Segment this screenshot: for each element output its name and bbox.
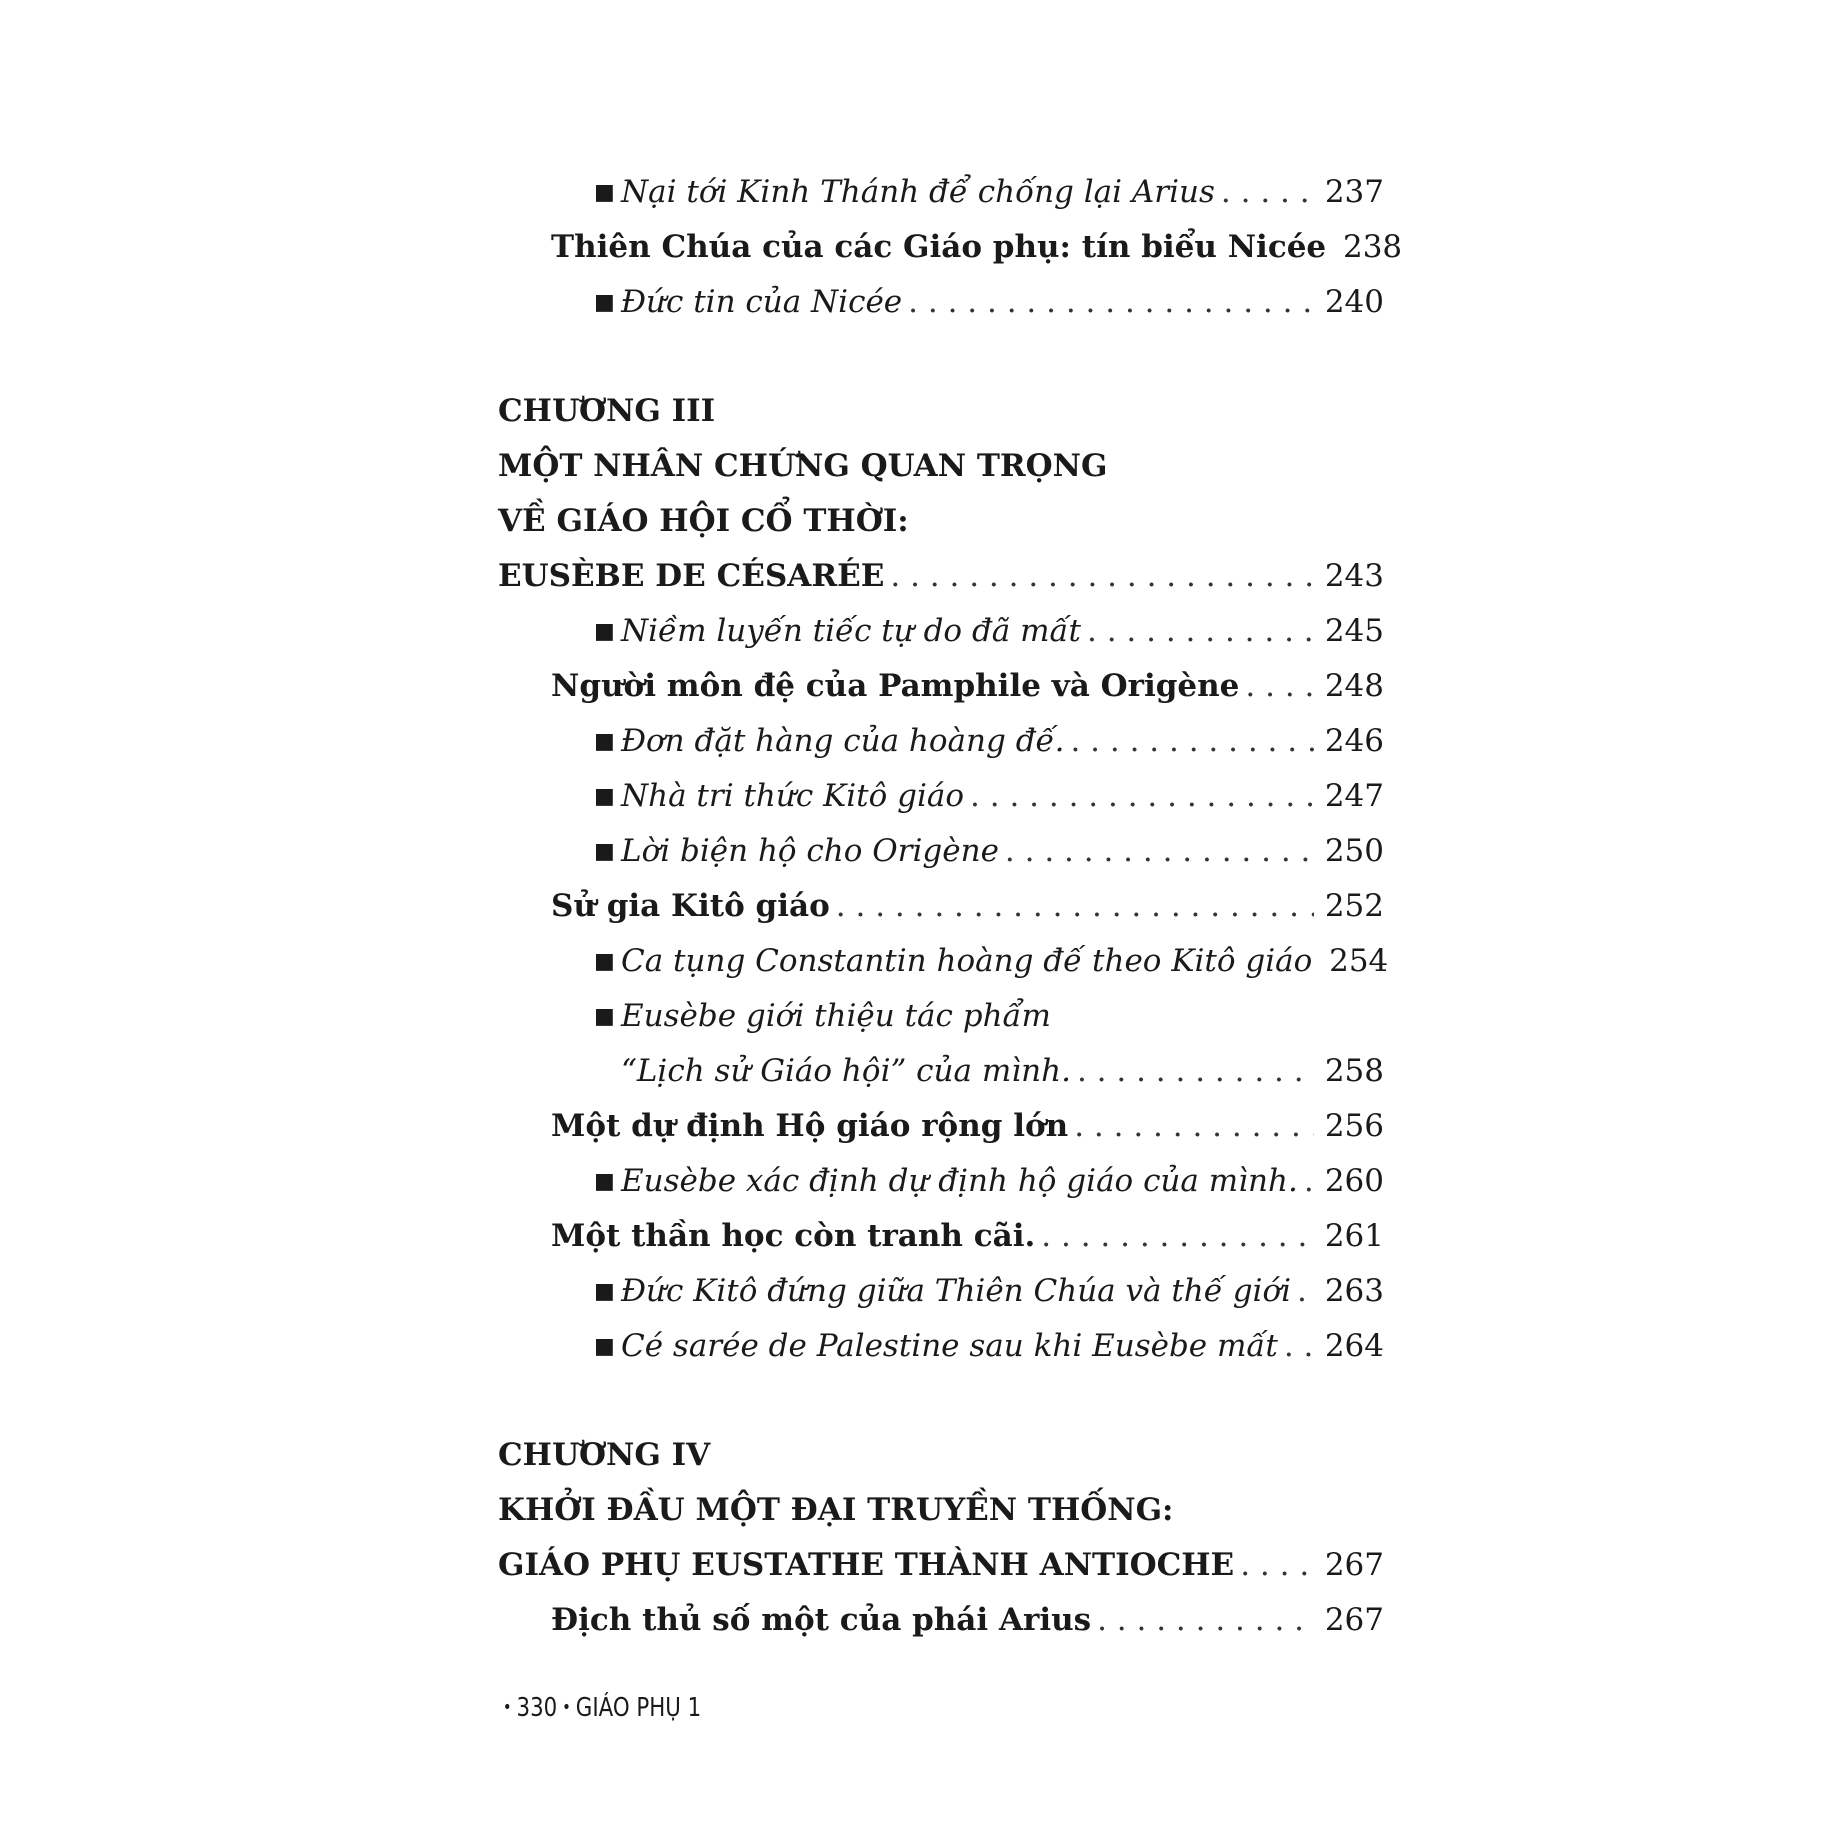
dot-leader [1087, 604, 1314, 659]
bullet-icon: ■ [594, 839, 615, 864]
dot-leader [1304, 1154, 1314, 1209]
dot-leader [1297, 1264, 1314, 1319]
dot-leader [1240, 1538, 1314, 1593]
entry-page: 256 [1324, 1108, 1384, 1144]
entry-title: Sử gia Kitô giáo [551, 888, 830, 924]
toc-entry [498, 659, 1384, 714]
bullet-icon: ■ [594, 1004, 615, 1029]
entry-title: Nhà tri thức Kitô giáo [621, 778, 965, 814]
toc-entry [498, 1154, 1384, 1209]
toc-entry [498, 934, 1389, 989]
entry-title: Người môn đệ của Pamphile và Origène [551, 668, 1240, 704]
entry-page: 263 [1324, 1273, 1384, 1309]
entry-title: Đức Kitô đứng giữa Thiên Chúa và thế giới [621, 1273, 1292, 1309]
bullet-icon: ■ [594, 290, 615, 315]
dot-leader [1070, 714, 1314, 769]
entry-title: Lời biện hộ cho Origène [621, 833, 999, 869]
chapter-label: CHƯƠNG III [498, 393, 716, 429]
chapter-title-line: KHỞI ĐẦU MỘT ĐẠI TRUYỀN THỐNG: [498, 1492, 1174, 1528]
footer-bullet: • [562, 1697, 571, 1718]
dot-leader [1284, 1319, 1314, 1374]
chapter-title-line: EUSÈBE DE CÉSARÉE [498, 558, 885, 594]
toc-entry [498, 714, 1384, 769]
bullet-icon: ■ [594, 949, 615, 974]
dot-leader [908, 275, 1314, 330]
entry-page: 267 [1324, 1547, 1384, 1583]
entry-title: Một thần học còn tranh cãi. [551, 1218, 1036, 1254]
entry-page: 238 [1342, 229, 1403, 265]
toc-entry [498, 220, 1403, 275]
entry-title-line1: Eusèbe giới thiệu tác phẩm [621, 998, 1051, 1034]
entry-page: 248 [1324, 668, 1384, 704]
entry-page: 237 [1324, 174, 1384, 210]
dot-leader [1041, 1209, 1314, 1264]
entry-page: 246 [1324, 723, 1384, 759]
dot-leader [1245, 659, 1314, 714]
entry-page: 252 [1324, 888, 1384, 924]
toc-entry [498, 275, 1384, 330]
toc-entry [498, 165, 1384, 220]
entry-title-line2: “Lịch sử Giáo hội” của mình. [621, 1053, 1071, 1089]
entry-title: Thiên Chúa của các Giáo phụ: tín biểu Nicée [551, 229, 1327, 265]
bullet-icon: ■ [594, 619, 615, 644]
toc-entry [498, 824, 1384, 879]
toc-entry [498, 879, 1384, 934]
dot-leader [1077, 1044, 1314, 1099]
entry-page: 243 [1324, 558, 1384, 594]
dot-leader [1097, 1593, 1314, 1648]
bullet-icon: ■ [594, 784, 615, 809]
entry-title: Đơn đặt hàng của hoàng đế. [621, 723, 1065, 759]
footer-bullet: • [502, 1697, 512, 1718]
chapter-label: CHƯƠNG IV [498, 1437, 711, 1473]
toc-entry [498, 549, 1384, 604]
toc-entry [498, 1209, 1384, 1264]
entry-title: Một dự định Hộ giáo rộng lớn [551, 1108, 1069, 1144]
dot-leader [970, 769, 1314, 824]
entry-title: Địch thủ số một của phái Arius [551, 1602, 1092, 1638]
chapter-title-line: VỀ GIÁO HỘI CỔ THỜI: [498, 503, 909, 539]
footer-page-number: 330 [516, 1693, 558, 1723]
toc-entry [498, 1319, 1384, 1374]
bullet-icon: ■ [594, 729, 615, 754]
page-footer [498, 1693, 701, 1723]
dot-leader [1221, 165, 1314, 220]
dot-leader [890, 549, 1314, 604]
entry-page: 260 [1324, 1163, 1384, 1199]
toc-entry [498, 604, 1384, 659]
footer-book-title: GIÁO PHỤ 1 [575, 1693, 702, 1723]
toc-entry [498, 1099, 1384, 1154]
entry-title: Cé sarée de Palestine sau khi Eusèbe mất [621, 1328, 1278, 1364]
entry-page: 250 [1324, 833, 1384, 869]
entry-title: Niềm luyến tiếc tự do đã mất [621, 613, 1081, 649]
bullet-icon: ■ [594, 180, 615, 205]
bullet-icon: ■ [594, 1334, 615, 1359]
toc-entry [498, 769, 1384, 824]
entry-page: 258 [1324, 1053, 1384, 1089]
entry-page: 240 [1324, 284, 1384, 320]
entry-title: Ca tụng Constantin hoàng đế theo Kitô giáo [621, 943, 1313, 979]
entry-page: 245 [1324, 613, 1384, 649]
toc-entry [498, 1538, 1384, 1593]
entry-page: 247 [1324, 778, 1384, 814]
table-of-contents [498, 165, 1403, 1648]
entry-title: Nại tới Kinh Thánh để chống lại Arius [621, 174, 1215, 210]
toc-entry [498, 1264, 1384, 1319]
entry-page: 267 [1324, 1602, 1384, 1638]
chapter-title-line: MỘT NHÂN CHỨNG QUAN TRỌNG [498, 448, 1108, 484]
entry-page: 264 [1324, 1328, 1384, 1364]
toc-entry [498, 1044, 1384, 1099]
bullet-icon: ■ [594, 1169, 615, 1194]
entry-title: Đức tin của Nicée [621, 284, 903, 320]
bullet-icon: ■ [594, 1279, 615, 1304]
dot-leader [1074, 1099, 1314, 1154]
entry-page: 261 [1324, 1218, 1384, 1254]
toc-entry [498, 1593, 1384, 1648]
dot-leader [1005, 824, 1314, 879]
chapter-title-line: GIÁO PHỤ EUSTATHE THÀNH ANTIOCHE [498, 1547, 1235, 1583]
entry-page: 254 [1329, 943, 1389, 979]
toc-entry-line [498, 989, 1384, 1044]
entry-title: Eusèbe xác định dự định hộ giáo của mình. [621, 1163, 1298, 1199]
dot-leader [836, 879, 1314, 934]
